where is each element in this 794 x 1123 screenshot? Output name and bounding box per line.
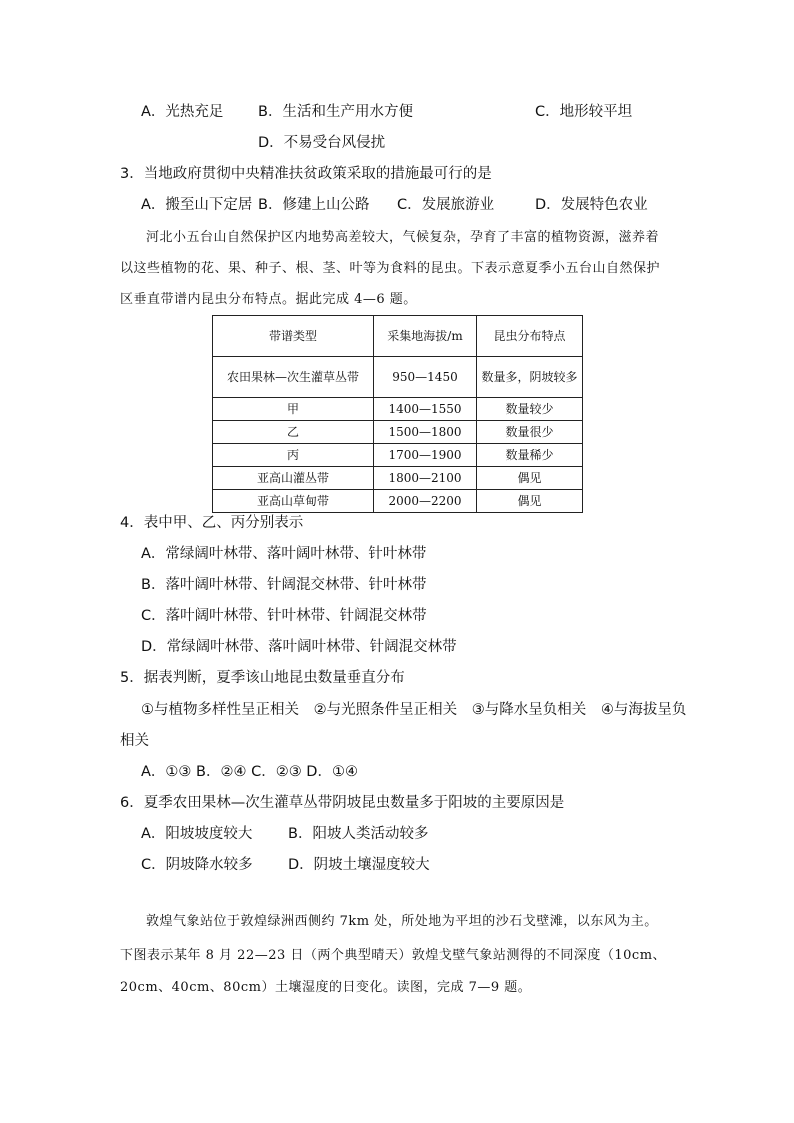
table-cell: 数量多，阴坡较多	[477, 357, 583, 398]
q2-option-b: B．生活和生产用水方便	[258, 104, 413, 120]
table-row	[213, 357, 583, 398]
passage2-line2: 下图表示某年 8 月 22—23 日（两个典型晴天）敦煌戈壁气象站测得的不同深度（10cm、	[120, 948, 667, 963]
passage2-line3: 20cm、40cm、80cm）土壤湿度的日变化。读图，完成 7—9 题。	[120, 980, 532, 995]
q3-option-d: D．发展特色农业	[535, 197, 648, 213]
table-cell: 亚高山草甸带	[213, 490, 374, 513]
q5-statements: ①与植物多样性呈正相关 ②与光照条件呈正相关 ③与降水呈负相关 ④与海拔呈负	[141, 702, 687, 718]
table-cell: 1700—1900	[374, 444, 477, 467]
table-cell: 丙	[213, 444, 374, 467]
table-cell: 1400—1550	[374, 398, 477, 421]
table-row	[213, 444, 583, 467]
q4-option-c: C．落叶阔叶林带、针叶林带、针阔混交林带	[141, 608, 427, 624]
table-cell: 亚高山灌丛带	[213, 467, 374, 490]
q4-option-d: D．常绿阔叶林带、落叶阔叶林带、针阔混交林带	[141, 639, 457, 655]
table-cell: 950—1450	[374, 357, 477, 398]
q4-option-b: B．落叶阔叶林带、针阔混交林带、针叶林带	[141, 577, 427, 593]
q3-option-c: C．发展旅游业	[397, 197, 495, 213]
table-cell: 农田果林—次生灌草丛带	[213, 357, 374, 398]
passage1-line2: 以这些植物的花、果、种子、根、茎、叶等为食料的昆虫。下表示意夏季小五台山自然保护	[120, 261, 661, 276]
q3-option-b: B．修建上山公路	[258, 197, 370, 213]
q5-options: A．①③ B．②④ C．②③ D．①④	[141, 764, 358, 780]
q6-option-b: B．阳坡人类活动较多	[288, 826, 429, 842]
q5-stem: 5．据表判断，夏季该山地昆虫数量垂直分布	[120, 670, 405, 686]
table-row	[213, 398, 583, 421]
passage2-line1: 敦煌气象站位于敦煌绿洲西侧约 7km 处，所处地为平坦的沙石戈壁滩，以东风为主。	[146, 914, 658, 929]
q6-option-a: A．阳坡坡度较大	[141, 826, 253, 842]
table-cell: 数量稀少	[477, 444, 583, 467]
table-cell: 偶见	[477, 467, 583, 490]
q3-option-a: A．搬至山下定居	[141, 197, 253, 213]
table-header-cell: 带谱类型	[213, 316, 374, 357]
table-header-row	[213, 316, 583, 357]
q2-option-d: D．不易受台风侵扰	[258, 135, 386, 151]
table-cell: 乙	[213, 421, 374, 444]
q2-option-a: A．光热充足	[141, 104, 224, 120]
q2-option-c: C．地形较平坦	[535, 104, 633, 120]
q4-option-a: A．常绿阔叶林带、落叶阔叶林带、针叶林带	[141, 546, 427, 562]
table-header-cell: 昆虫分布特点	[477, 316, 583, 357]
table-cell: 甲	[213, 398, 374, 421]
table-row	[213, 490, 583, 513]
table-row	[213, 467, 583, 490]
table-cell: 数量较少	[477, 398, 583, 421]
q4-stem: 4．表中甲、乙、丙分别表示	[120, 515, 304, 531]
table-cell: 偶见	[477, 490, 583, 513]
table-cell: 2000—2200	[374, 490, 477, 513]
table-cell: 1800—2100	[374, 467, 477, 490]
table-cell: 数量很少	[477, 421, 583, 444]
q6-option-c: C．阴坡降水较多	[141, 857, 253, 873]
q3-stem: 3．当地政府贯彻中央精准扶贫政策采取的措施最可行的是	[120, 166, 492, 182]
table-row	[213, 421, 583, 444]
q6-option-d: D．阴坡土壤湿度较大	[288, 857, 430, 873]
q5-statements-continued: 相关	[120, 733, 149, 749]
table-header-cell: 采集地海拔/m	[374, 316, 477, 357]
table-cell: 1500—1800	[374, 421, 477, 444]
passage1-line3: 区垂直带谱内昆虫分布特点。据此完成 4—6 题。	[120, 292, 417, 307]
passage1-line1: 河北小五台山自然保护区内地势高差较大，气候复杂，孕育了丰富的植物资源，滋养着	[146, 230, 660, 245]
insect-distribution-table	[212, 315, 583, 513]
q6-stem: 6．夏季农田果林—次生灌草丛带阴坡昆虫数量多于阳坡的主要原因是	[120, 795, 565, 811]
